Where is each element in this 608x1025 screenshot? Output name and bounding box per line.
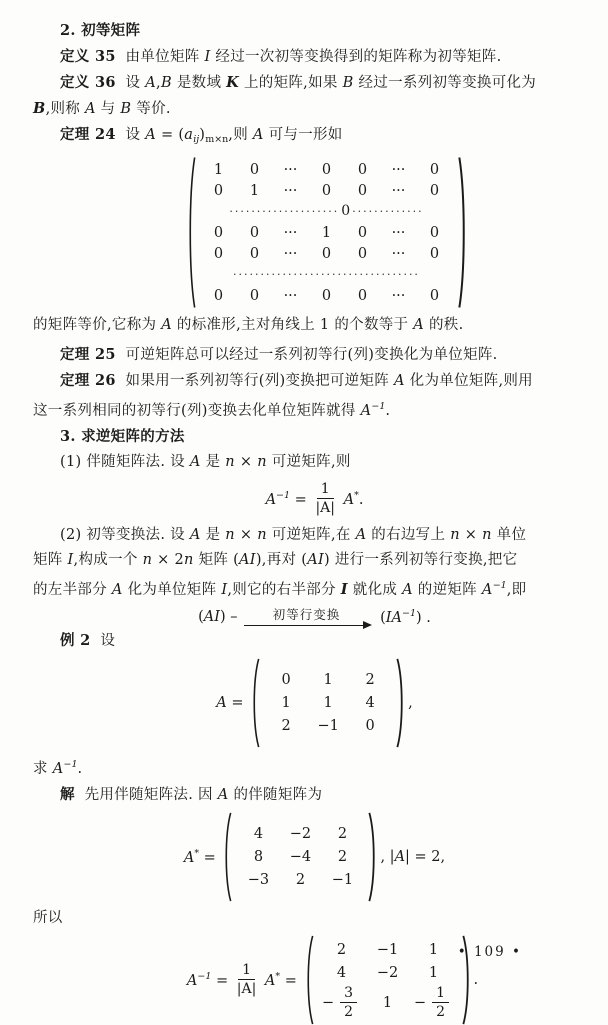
fraction-numerator: 1	[432, 985, 449, 1003]
row-transform-formula	[33, 607, 596, 626]
text-segment: a	[184, 127, 194, 143]
fraction-denominator: 2	[344, 1004, 354, 1020]
text-segment: −1	[371, 401, 386, 412]
minus-sign: −	[321, 995, 335, 1011]
matrix-cell: 0	[281, 672, 291, 688]
theorem-26-line2	[33, 394, 596, 424]
text-segment: K	[226, 74, 240, 91]
matrix-cell: 0	[357, 224, 368, 241]
matrix-cell: ···	[283, 182, 298, 199]
matrix-row	[265, 715, 391, 738]
matrix-cell: 0	[249, 161, 260, 178]
fraction-numerator: 1	[317, 481, 334, 499]
text-segment: A	[260, 973, 276, 989]
text-segment: I	[340, 581, 348, 598]
matrix-cell: 0	[213, 287, 224, 304]
text-segment: n	[450, 527, 460, 543]
fraction-numerator: 3	[340, 985, 357, 1003]
matrix-body	[232, 812, 368, 902]
matrix-cell: ···	[283, 161, 298, 178]
matrix-row	[201, 222, 453, 243]
matrix-cell: −1	[376, 941, 399, 958]
adjoint-matrix-display	[33, 812, 596, 902]
text-segment: 的逆矩阵	[412, 582, 482, 598]
matrix-cell: 0	[429, 161, 440, 178]
matrix-cell: ···	[391, 224, 406, 241]
text-segment: n	[142, 552, 153, 568]
matrix-cell: 2	[336, 941, 347, 958]
theorem-24	[33, 122, 596, 152]
text-segment: m×n	[205, 134, 229, 145]
matrix-cell: 0	[365, 718, 375, 734]
text-segment: 可与一形如	[263, 127, 343, 143]
matrix-cell: 0	[341, 203, 351, 219]
text-segment: A	[394, 849, 406, 865]
text-segment: B	[33, 100, 46, 117]
text-segment: 等价.	[131, 101, 171, 117]
matrix-cell: 1	[323, 672, 333, 688]
matrix-cell: 0	[357, 182, 368, 199]
text-segment: 是	[200, 527, 226, 543]
formula-rhs	[339, 490, 363, 508]
formula-tail	[380, 849, 445, 865]
text-segment: 是	[200, 454, 226, 470]
matrix-a-inverse	[305, 935, 471, 1025]
text-segment: ,则称	[45, 101, 85, 117]
text-segment: ) –	[219, 608, 238, 625]
text-segment: .	[385, 403, 391, 419]
matrix-cell: −1	[331, 872, 354, 888]
text-segment: I	[204, 49, 211, 65]
text-segment: 上的矩阵,如果	[239, 75, 343, 91]
fraction-denominator: |A|	[315, 500, 335, 516]
method-2-line2	[33, 548, 596, 573]
right-paren-icon	[368, 812, 377, 902]
matrix-cell: 0	[249, 224, 260, 241]
matrix-row	[201, 201, 453, 222]
matrix-cell: 0	[429, 245, 440, 262]
text-segment: A	[183, 850, 195, 866]
formula-lhs	[184, 848, 221, 866]
text-segment: A	[217, 787, 229, 803]
matrix-row	[319, 961, 457, 984]
text-segment: n	[257, 454, 267, 470]
text-segment: A	[216, 695, 227, 711]
text-segment: ,	[156, 75, 161, 91]
matrix-row	[237, 846, 363, 869]
matrix-cell: ···	[283, 287, 298, 304]
matrix-cell: ···	[391, 182, 406, 199]
text-segment: ,则	[228, 127, 253, 143]
matrix-cell	[319, 985, 365, 1021]
text-segment: 所以	[33, 910, 63, 926]
text-segment: 定义 36	[60, 74, 116, 91]
text-segment: =	[199, 850, 221, 866]
matrix-row	[237, 869, 363, 892]
matrix-cell: 1	[428, 964, 439, 981]
matrix-cell: 1	[428, 941, 439, 958]
matrix-cell: 0	[357, 161, 368, 178]
right-arrow-icon	[244, 625, 370, 626]
text-segment: 的秩.	[424, 317, 464, 333]
matrix-body	[260, 658, 396, 748]
text-segment: (	[198, 608, 204, 625]
text-segment: AI	[203, 608, 220, 625]
text-segment: A	[265, 492, 277, 508]
text-segment: AI	[239, 552, 256, 568]
fraction	[340, 985, 357, 1021]
matrix-cell: −2	[376, 964, 399, 981]
text-segment: 的右边写上	[366, 527, 451, 543]
definition-36-line2	[33, 96, 596, 122]
text-segment: 化为单位矩阵,则用	[404, 373, 533, 389]
arrow-label: 初等行变换	[272, 607, 341, 622]
matrix-cell: 0	[321, 161, 332, 178]
text-segment: −1	[197, 971, 212, 982]
text-segment: )	[199, 127, 206, 143]
text-segment: n	[482, 527, 492, 543]
text-segment: A	[145, 75, 157, 91]
left-paren-icon	[305, 935, 314, 1025]
formula-tail	[408, 695, 413, 711]
text-segment: 设	[90, 633, 116, 649]
text-segment: 的左半部分	[33, 582, 112, 598]
text-segment: 的矩阵等价,它称为	[33, 317, 162, 333]
matrix-row	[319, 984, 457, 1022]
ask-inverse-line	[33, 752, 596, 782]
text-segment: 定理 26	[60, 372, 116, 389]
text-segment: 化为单位矩阵	[122, 582, 222, 598]
matrix-body	[314, 935, 462, 1025]
text-segment: 可逆矩阵,则	[266, 454, 351, 470]
matrix-cell: 4	[253, 826, 264, 842]
text-segment: 是数域	[171, 75, 227, 91]
theorem-25	[33, 342, 596, 368]
text-segment: 的伴随矩阵为	[228, 787, 323, 803]
text-segment: B	[160, 75, 172, 91]
matrix-cell: 4	[336, 964, 347, 981]
definition-35	[33, 44, 596, 70]
text-segment: 由单位矩阵	[115, 49, 205, 65]
matrix-cell: ···	[391, 161, 406, 178]
text-segment: A	[393, 373, 405, 389]
matrix-cell: 1	[213, 161, 224, 178]
text-segment: 经过一系列初等变换可化为	[353, 75, 537, 91]
text-segment: B	[120, 101, 132, 117]
matrix-cell: 2	[365, 672, 375, 688]
matrix-cell: ···	[391, 287, 406, 304]
labeled-arrow	[244, 607, 370, 626]
text-segment: 2. 初等矩阵	[60, 22, 141, 39]
text-segment: 可逆矩阵总可以经过一系列初等行(列)变换化为单位矩阵.	[115, 347, 498, 363]
matrix-cell: 1	[321, 224, 332, 241]
method-2-line1	[33, 523, 596, 548]
matrix-row	[237, 823, 363, 846]
fraction-denominator: |A|	[236, 981, 257, 997]
matrix-cell: 0	[321, 182, 332, 199]
matrix-cell: −1	[317, 718, 339, 734]
text-segment: A	[338, 492, 355, 508]
text-segment: −1	[276, 490, 291, 501]
text-segment: .	[358, 492, 364, 508]
standard-form-matrix	[187, 156, 467, 309]
text-segment: ,则它的右半部分	[227, 582, 341, 598]
matrix-cell	[411, 985, 457, 1021]
fraction	[315, 481, 335, 517]
matrix-cell: ···	[283, 224, 298, 241]
text-segment: IA	[385, 609, 402, 626]
text-segment: A	[186, 973, 198, 989]
matrix-row	[201, 159, 453, 180]
matrix-body	[196, 156, 458, 309]
fraction-denominator: 2	[436, 1004, 446, 1020]
text-segment: B	[342, 75, 354, 91]
matrix-cell: −4	[289, 849, 312, 865]
matrix-cell: 0	[249, 287, 260, 304]
matrix-row	[265, 669, 391, 692]
text-segment: A	[52, 761, 64, 777]
text-segment: A	[161, 317, 172, 333]
text-segment: ×	[459, 527, 483, 543]
matrix-a	[251, 658, 405, 748]
text-segment: 就化成	[347, 582, 403, 598]
matrix-row	[201, 180, 453, 201]
matrix-cell: 0	[213, 224, 224, 241]
matrix-cell: 2	[281, 718, 291, 734]
matrix-row	[201, 264, 453, 285]
text-segment: =	[226, 695, 249, 711]
text-segment: 这一系列相同的初等行(列)变换去化单位矩阵就得	[33, 403, 361, 419]
text-segment: 如果用一系列初等行(列)变换把可逆矩阵	[115, 373, 394, 389]
adjoint-inverse-formula	[33, 481, 596, 517]
matrix-row	[319, 938, 457, 961]
text-segment: 设	[115, 127, 146, 143]
dots-leader: ··································	[233, 268, 420, 281]
text-segment: 矩阵 (	[193, 552, 240, 568]
matrix-row	[201, 285, 453, 306]
text-segment: A	[111, 582, 123, 598]
matrix-a-star	[223, 812, 377, 902]
right-paren-icon	[396, 658, 405, 748]
matrix-cell: 2	[337, 849, 348, 865]
text-segment: ij	[193, 134, 200, 145]
matrix-cell: 0	[429, 287, 440, 304]
matrix-cell: 4	[365, 695, 375, 711]
text-segment: .	[473, 972, 479, 988]
text-segment: A	[189, 454, 201, 470]
matrix-cell: 1	[323, 695, 333, 711]
text-segment: 与	[95, 101, 121, 117]
text-segment: , |	[380, 849, 395, 865]
text-segment: A	[413, 317, 425, 333]
matrix-cell: ···	[391, 245, 406, 262]
text-segment: × 2	[152, 552, 185, 568]
matrix-cell: 0	[213, 182, 224, 199]
text-segment: *	[194, 848, 200, 859]
formula-pre	[198, 609, 237, 625]
text-segment: ),再对 (	[255, 552, 308, 568]
text-segment: 定理 24	[60, 126, 116, 143]
text-segment: n	[225, 454, 235, 470]
text-segment: A	[360, 403, 372, 419]
matrix-cell: 0	[249, 245, 260, 262]
page-number: • 109 •	[457, 944, 522, 960]
formula-lhs	[266, 490, 312, 508]
text-segment: ) 进行一系列初等行变换,把它	[324, 552, 518, 568]
fraction	[432, 985, 449, 1021]
matrix-row	[265, 692, 391, 715]
text-segment: 的标准形,主对角线上 1 的个数等于	[172, 317, 414, 333]
text-segment: =	[211, 973, 233, 989]
matrix-a-display	[33, 658, 596, 748]
text-segment: ×	[234, 527, 258, 543]
text-segment: =	[280, 973, 302, 989]
matrix-cell: 0	[429, 182, 440, 199]
standard-form-matrix-display	[57, 156, 596, 309]
text-segment: AI	[307, 552, 324, 568]
matrix-cell: 0	[357, 287, 368, 304]
text-segment: 矩阵	[33, 552, 68, 568]
text-segment: 定义 35	[60, 48, 116, 65]
matrix-cell: −2	[289, 826, 312, 842]
text-segment: −1	[63, 759, 78, 770]
matrix-cell: 1	[249, 182, 260, 199]
text-segment: 解	[60, 786, 75, 803]
matrix-cell: 2	[337, 826, 348, 842]
matrix-cell: 1	[382, 995, 393, 1011]
text-segment: A	[481, 582, 493, 598]
text-segment: *	[275, 971, 281, 982]
matrix-cell: −3	[247, 872, 270, 888]
text-segment: 经过一次初等变换得到的矩阵称为初等矩阵.	[210, 49, 502, 65]
matrix-cell: ···	[283, 245, 298, 262]
text-segment: ,	[408, 695, 413, 711]
text-segment: ) .	[416, 609, 431, 626]
theorem-26-line1	[33, 368, 596, 394]
text-segment: A	[189, 527, 201, 543]
text-segment: A	[355, 527, 367, 543]
text-segment: 单位	[491, 527, 527, 543]
matrix-cell: 0	[321, 287, 332, 304]
fraction-numerator: 1	[238, 962, 255, 980]
method-1-adjoint	[33, 450, 596, 475]
text-segment: 可逆矩阵,在	[266, 527, 356, 543]
therefore-line	[33, 906, 596, 931]
text-segment: = (	[156, 127, 185, 143]
text-segment: A	[84, 101, 96, 117]
text-segment: 例 2	[60, 632, 91, 649]
text-segment: 先用伴随矩阵法. 因	[74, 787, 218, 803]
text-segment: (	[375, 609, 386, 626]
text-segment: I	[67, 552, 74, 568]
definition-36-line1	[33, 70, 596, 96]
text-segment: | = 2,	[405, 849, 446, 865]
solution-line	[33, 782, 596, 808]
matrix-cell: 8	[253, 849, 264, 865]
formula-lhs	[216, 695, 248, 711]
formula-tail	[474, 972, 479, 988]
matrix-cell: 0	[357, 245, 368, 262]
text-segment: A	[402, 582, 413, 598]
text-segment: (1) 伴随矩阵法. 设	[60, 454, 190, 470]
matrix-cell: 2	[295, 872, 306, 888]
text-segment: 定理 25	[60, 346, 116, 363]
text-segment: 设	[115, 75, 146, 91]
matrix-row	[201, 243, 453, 264]
text-segment: A	[145, 127, 157, 143]
text-segment: .	[77, 761, 83, 777]
left-paren-icon	[187, 156, 196, 309]
text-segment: *	[354, 490, 359, 501]
minus-sign: −	[413, 995, 427, 1011]
method-2-line3	[33, 573, 596, 603]
text-segment: ,构成一个	[73, 552, 143, 568]
left-paren-icon	[251, 658, 260, 748]
left-paren-icon	[223, 812, 232, 902]
text-segment: A	[252, 127, 264, 143]
example-2-label	[33, 628, 596, 654]
text-segment: n	[257, 527, 267, 543]
right-paren-icon	[458, 156, 467, 309]
section-heading-3	[33, 424, 596, 450]
text-segment: n	[225, 527, 235, 543]
text-segment: ×	[234, 454, 258, 470]
dots-leader: ····················	[229, 205, 340, 218]
after-matrix-text	[33, 313, 596, 338]
section-heading-2	[33, 18, 596, 44]
text-segment: −1	[492, 580, 507, 591]
matrix-cell: 1	[281, 695, 291, 711]
fraction	[237, 962, 257, 998]
dots-leader: ·············	[352, 205, 424, 218]
matrix-cell: 0	[213, 245, 224, 262]
text-segment: I	[221, 582, 228, 598]
text-segment: n	[184, 552, 194, 568]
text-segment: −1	[401, 607, 416, 619]
matrix-cell: 0	[429, 224, 440, 241]
text-segment: ,即	[506, 582, 527, 598]
text-segment: 求	[33, 761, 53, 777]
text-segment: =	[290, 492, 312, 508]
matrix-cell: 0	[321, 245, 332, 262]
formula-post	[376, 608, 431, 626]
text-segment: 3. 求逆矩阵的方法	[60, 428, 185, 445]
text-segment: (2) 初等变换法. 设	[60, 527, 190, 543]
